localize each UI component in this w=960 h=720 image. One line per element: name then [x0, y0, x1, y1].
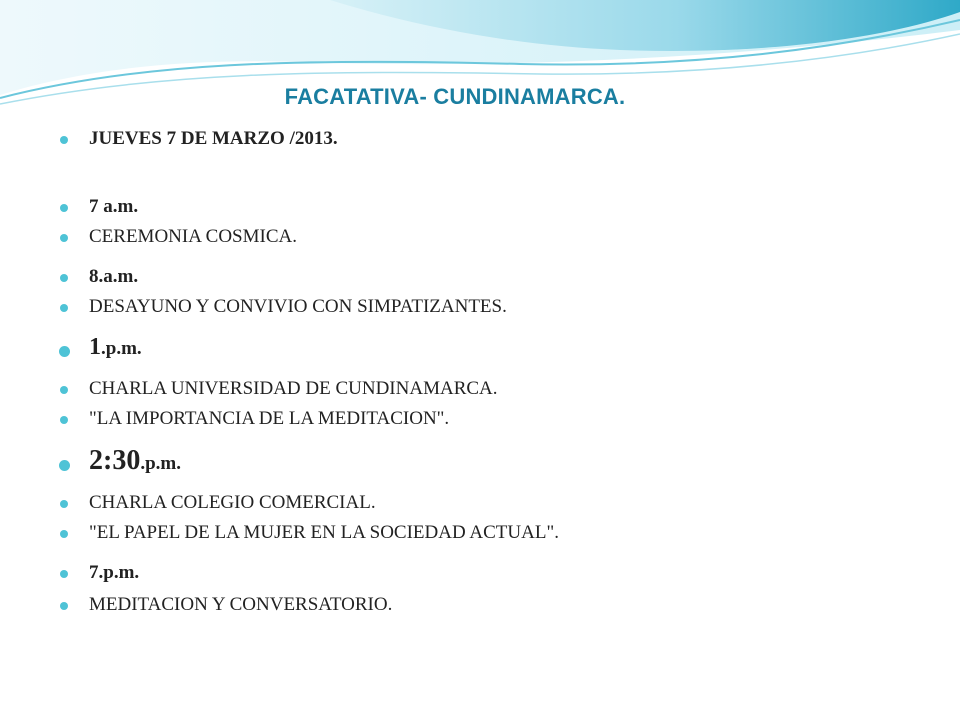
bullet-dot-icon — [60, 274, 68, 282]
bullet-dot-icon — [60, 234, 68, 242]
bullet-item — [60, 408, 449, 430]
bullet-item — [60, 492, 376, 514]
bullet-item — [60, 266, 138, 288]
bullet-item — [60, 128, 338, 150]
bullet-text: 7.p.m. — [89, 562, 140, 583]
bullet-dot-icon — [60, 500, 68, 508]
bullet-dot-icon — [60, 570, 68, 578]
bullet-dot-icon — [60, 386, 68, 394]
bullet-text: CHARLA COLEGIO COMERCIAL. — [89, 492, 376, 513]
bullet-item — [60, 296, 507, 318]
bullet-dot-icon — [60, 204, 68, 212]
bullet-dot-icon — [60, 416, 68, 424]
bullet-dot-icon — [59, 460, 70, 471]
bullet-dot-icon — [59, 346, 70, 357]
bullet-item — [60, 562, 139, 584]
bullet-text: DESAYUNO Y CONVIVIO CON SIMPATIZANTES. — [89, 296, 507, 317]
bullet-text: CEREMONIA COSMICA. — [89, 226, 297, 247]
bullet-dot-icon — [60, 304, 68, 312]
bullet-item — [60, 196, 138, 218]
bullet-text: MEDITACION Y CONVERSATORIO. — [89, 594, 393, 615]
time-number: 2:30 — [89, 445, 141, 476]
bullet-text: 7 a.m. — [89, 196, 139, 217]
bullet-text: "EL PAPEL DE LA MUJER EN LA SOCIEDAD ACTUAL". — [89, 522, 559, 543]
bullet-text: 8.a.m. — [89, 266, 139, 287]
bullet-item — [60, 522, 559, 544]
bullet-text: JUEVES 7 DE MARZO /2013. — [89, 128, 338, 149]
bullet-item — [60, 445, 181, 476]
bullet-dot-icon — [60, 136, 68, 144]
bullet-text: .p.m. — [140, 453, 181, 474]
slide-title: FACATATIVA- CUNDINAMARCA. — [284, 84, 626, 109]
bullet-text: .p.m. — [101, 338, 142, 359]
bullet-text: CHARLA UNIVERSIDAD DE CUNDINAMARCA. — [89, 378, 498, 399]
bullet-item — [60, 226, 297, 248]
bullet-item — [60, 336, 142, 360]
time-number: 1 — [89, 334, 101, 360]
bullet-dot-icon — [60, 602, 68, 610]
bullet-item — [60, 594, 392, 616]
bullet-text: "LA IMPORTANCIA DE LA MEDITACION". — [89, 408, 450, 429]
bullet-dot-icon — [60, 530, 68, 538]
bullet-item — [60, 378, 498, 400]
